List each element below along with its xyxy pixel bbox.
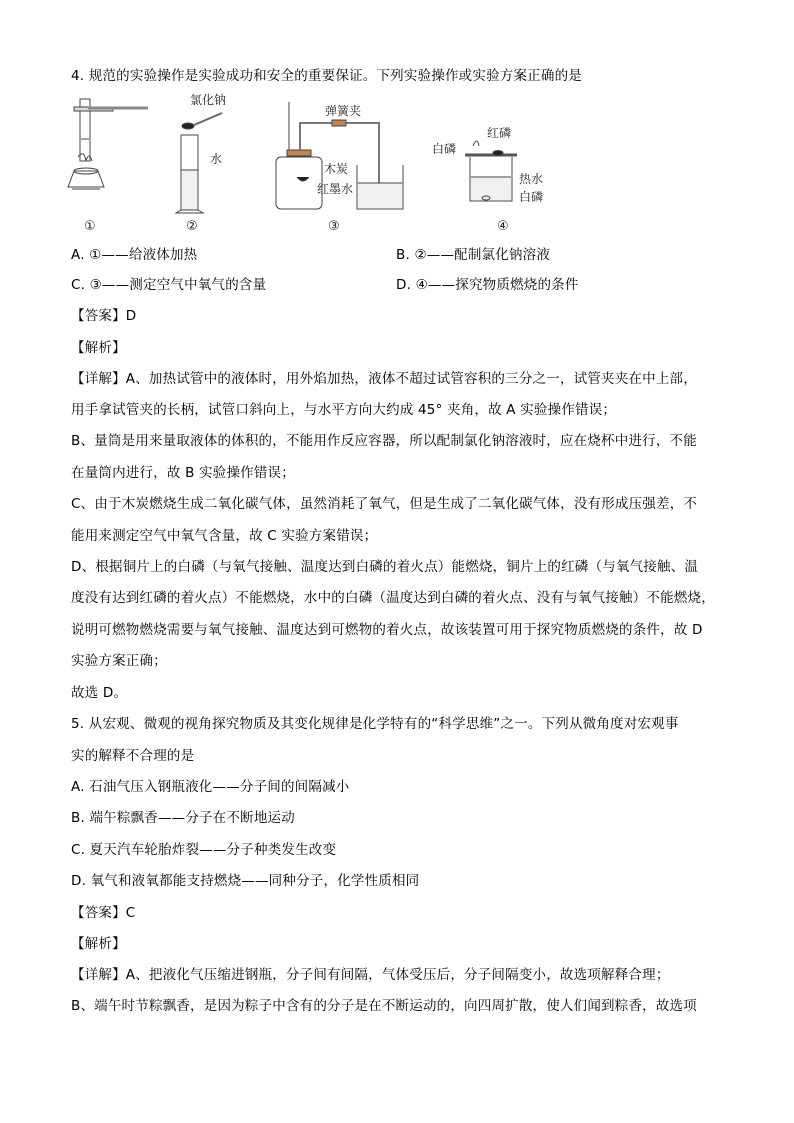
label-nacl: 氯化钠 xyxy=(190,93,227,107)
water xyxy=(182,170,197,210)
q5-option-a: A. 石油气压入钢瓶液化——分子间的间隔减小 xyxy=(71,779,350,795)
charcoal xyxy=(297,177,309,181)
question-4-stem: 4. 规范的实验操作是实验成功和安全的重要保证。下列实验操作或实验方案正确的是 xyxy=(71,68,582,84)
q5-detail-line: 【详解】A、把液化气压缩进钢瓶，分子间有间隔，气体受压后，分子间隔变小，故选项解释合理； xyxy=(71,967,670,983)
q5-detail-line: B、端午时节粽飘香，是因为粽子中含有的分子是在不断运动的，向四周扩散，使人们闻到粽香，故选项 xyxy=(71,998,697,1014)
q4-option-b: B. ②——配制氯化钠溶液 xyxy=(396,247,551,263)
q4-detail-line: 度没有达到红磷的着火点）不能燃烧，水中的白磷（温度达到白磷的着火点、没有与氧气接触）不能燃烧， xyxy=(71,590,715,606)
q4-detail-line: C、由于木炭燃烧生成二氧化碳气体，虽然消耗了氧气，但是生成了二氧化碳气体，没有形成压强差，不 xyxy=(71,496,698,512)
label-charcoal: 木炭 xyxy=(324,162,349,176)
label-hot-water: 热水 xyxy=(519,172,544,186)
q4-detail-line: D、根据铜片上的白磷（与氧气接触、温度达到白磷的着火点）能燃烧，铜片上的红磷（与氧气接触、温 xyxy=(71,559,699,575)
figure-number-2: ② xyxy=(186,219,198,234)
diagram-4-combustion xyxy=(465,141,517,201)
test-tube-mouth xyxy=(80,99,90,107)
q5-answer: 【答案】C xyxy=(71,905,136,921)
label-water: 水 xyxy=(210,152,223,166)
q4-option-c: C. ③——测定空气中氧气的含量 xyxy=(71,277,267,293)
q4-analysis-heading: 【解析】 xyxy=(71,340,126,356)
q5-option-c: C. 夏天汽车轮胎炸裂——分子种类发生改变 xyxy=(71,842,337,858)
flame-white-phosphorus xyxy=(473,141,479,146)
figure-number-3: ③ xyxy=(328,219,340,234)
q4-detail-line: 【详解】A、加热试管中的液体时，用外焰加热，液体不超过试管容积的三分之一，试管夹夹在中上部， xyxy=(71,371,697,387)
diagram-1-heating-liquid xyxy=(68,99,148,189)
q4-detail-line: 能用来测定空气中氧气含量，故 C 实验方案错误； xyxy=(71,528,378,544)
red-ink xyxy=(358,183,402,208)
alcohol-lamp xyxy=(68,171,104,187)
q5-analysis-heading: 【解析】 xyxy=(71,936,126,952)
question-5-stem: 实的解释不合理的是 xyxy=(71,748,195,764)
figure-number-1: ① xyxy=(84,219,96,234)
label-white-phosphorus-top: 白磷 xyxy=(432,142,457,156)
spring-clip xyxy=(332,120,346,126)
nacl-on-spoon xyxy=(182,123,194,129)
q4-answer: 【答案】D xyxy=(71,308,137,324)
label-spring-clip: 弹簧夹 xyxy=(325,104,362,118)
q4-detail-line: 故选 D。 xyxy=(71,685,128,701)
red-phosphorus xyxy=(493,151,503,156)
q5-option-d: D. 氧气和液氧都能支持燃烧——同种分子，化学性质相同 xyxy=(71,873,420,889)
q4-detail-line: 在量筒内进行，故 B 实验操作错误； xyxy=(71,465,295,481)
stopper xyxy=(287,150,311,156)
q4-detail-line: B、量筒是用来量取液体的体积的，不能用作反应容器，所以配制氯化钠溶液时，应在烧杯中进行，不能 xyxy=(71,433,697,449)
q4-detail-line: 用手拿试管夹的长柄，试管口斜向上，与水平方向大约成 45° 夹角，故 A 实验操作错误； xyxy=(71,402,617,418)
label-white-phosphorus-bottom: 白磷 xyxy=(519,190,544,204)
spoon xyxy=(194,113,222,125)
flask xyxy=(276,157,322,209)
q4-option-a: A. ①——给液体加热 xyxy=(71,247,198,263)
q4-option-d: D. ④——探究物质燃烧的条件 xyxy=(396,277,579,293)
experiment-figure xyxy=(60,93,580,242)
q4-detail-line: 实验方案正确； xyxy=(71,653,167,669)
label-red-phosphorus: 红磷 xyxy=(487,126,512,140)
cylinder-base xyxy=(176,210,203,213)
label-red-ink: 红墨水 xyxy=(317,182,354,196)
question-5-stem: 5. 从宏观、微观的视角探究物质及其变化规律是化学特有的“科学思维”之一。下列从微角度对宏观事 xyxy=(71,716,679,732)
q5-option-b: B. 端午粽飘香——分子在不断地运动 xyxy=(71,810,295,826)
figure-number-4: ④ xyxy=(497,219,509,234)
q4-detail-line: 说明可燃物燃烧需要与氧气接触、温度达到可燃物的着火点，故该装置可用于探究物质燃烧的条件，故 D xyxy=(71,622,703,638)
hot-water xyxy=(471,177,511,200)
